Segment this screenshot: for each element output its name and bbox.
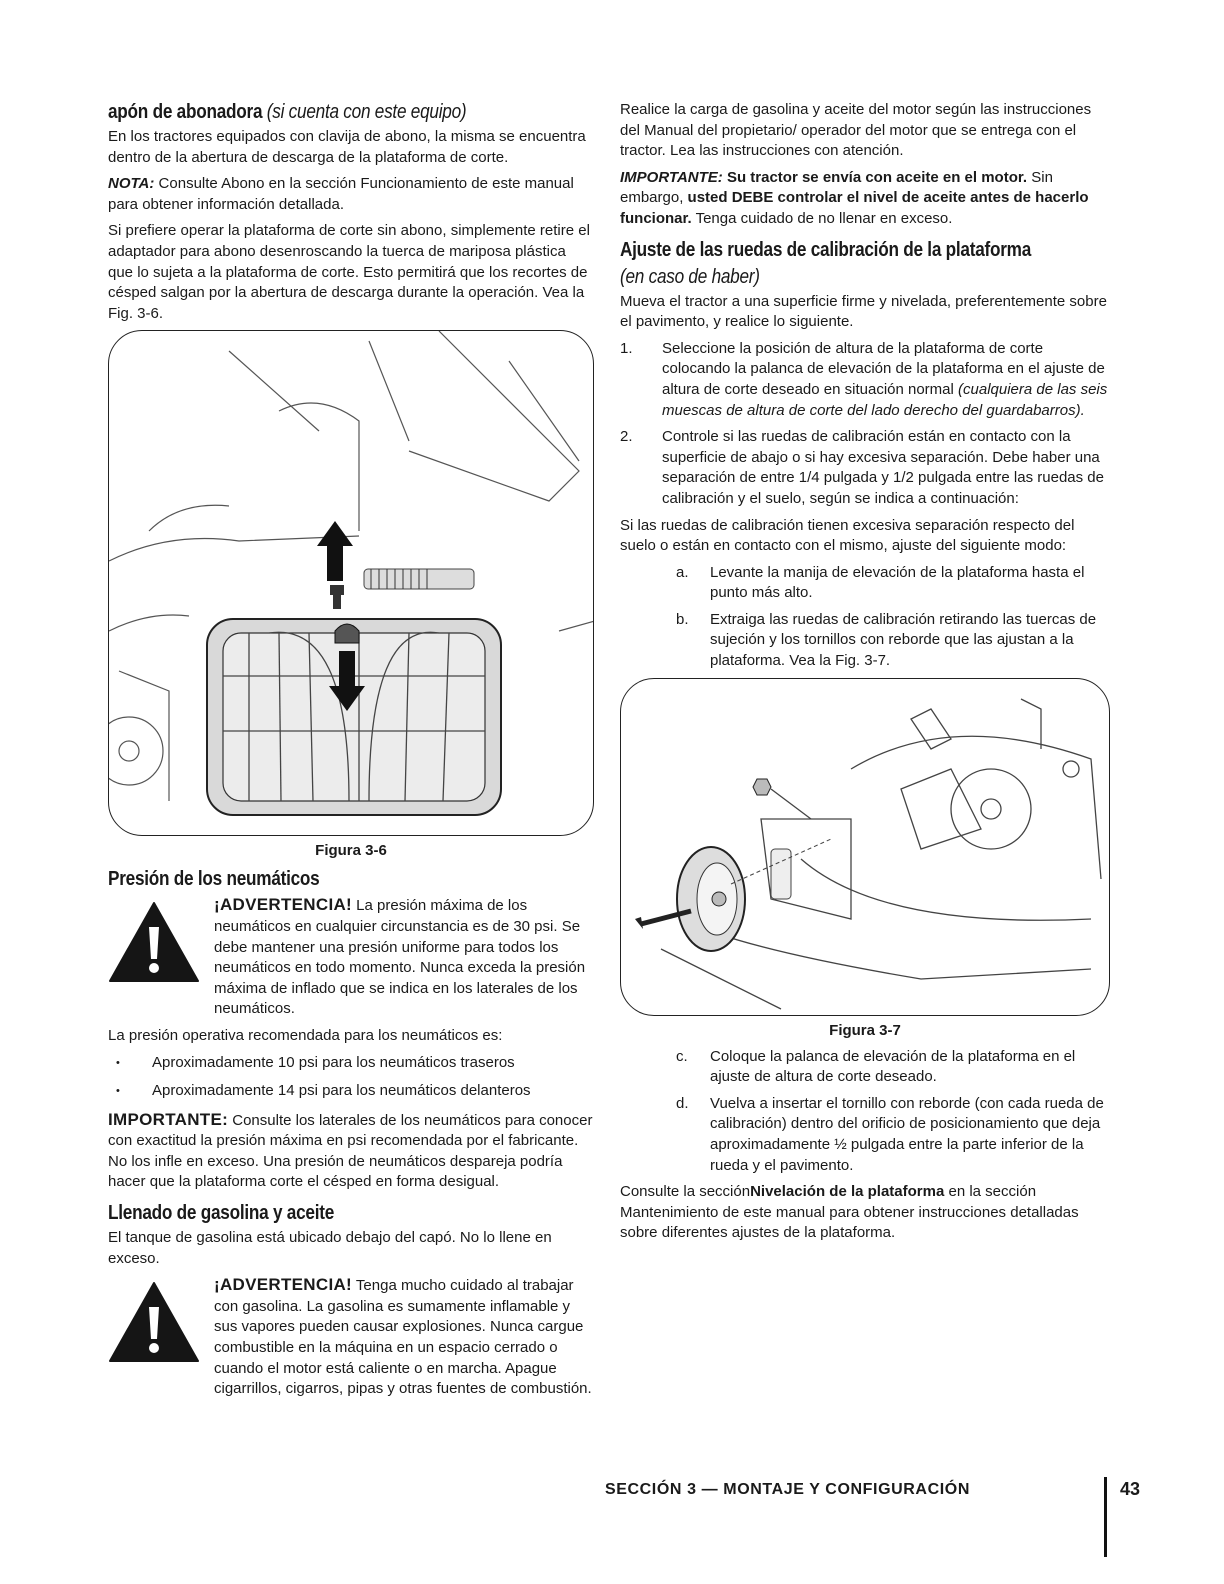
- warning-icon: [108, 901, 200, 983]
- warning-block: [108, 895, 594, 1020]
- page-number: 43: [1120, 1479, 1141, 1499]
- section-title-gauge-wheels: Ajuste de las ruedas de calibración de la plataforma: [620, 238, 1032, 261]
- page-footer: [604, 1477, 1141, 1557]
- important-paragraph: IMPORTANTE: Consulte los laterales de los neumáticos para conocer con exactitud la presión máxima en psi recomendada por el fabricante. No los infle en exceso. Una presión de neumáticos despareja podría hacer que la plataforma corte el césped en forma desigual.: [108, 1109, 593, 1191]
- warning-text: ¡ADVERTENCIA! Tenga mucho cuidado al trabajar con gasolina. La gasolina es sumamente inflamable y sus vapores pueden causar explosiones. Nunca cargue combustible en la máquina en un espacio cerrado o cuando el motor está caliente o en marcha. Apague cigarrillos, cigarros, pipas y otras fuentes de combustión.: [214, 1275, 592, 1398]
- section-title-fuel-oil: Llenado de gasolina y aceite: [108, 1202, 335, 1225]
- footer-divider: [1104, 1477, 1107, 1557]
- paragraph: Consulte la secciónNivelación de la plataforma en la sección Mantenimiento de este manual para obtener instrucciones detalladas sobre diferentes ajustes de la plataforma.: [620, 1183, 1079, 1242]
- figure-3-7: [620, 678, 1110, 1016]
- list-item: • Aproximadamente 14 psi para los neumáticos delanteros: [108, 1081, 594, 1102]
- paragraph: Realice la carga de gasolina y aceite del motor según las instrucciones del Manual del propietario/ operador del motor que se entrega con el tractor. Lea las instrucciones con atención.: [620, 101, 1092, 160]
- paragraph: El tanque de gasolina está ubicado debajo del capó. No lo llene en exceso.: [108, 1229, 552, 1267]
- section-label: SECCIÓN 3 — MONTAJE Y CONFIGURACIÓN: [604, 1481, 970, 1498]
- figure-3-6: [108, 330, 594, 836]
- warning-icon: [108, 1281, 200, 1363]
- left-column: [108, 100, 594, 1406]
- list-item: • Aproximadamente 10 psi para los neumáticos traseros: [108, 1053, 594, 1074]
- list-item: c. Coloque la palanca de elevación de la plataforma en el ajuste de altura de corte deseado.: [676, 1047, 1076, 1086]
- important-paragraph: IMPORTANTE: Su tractor se envía con aceite en el motor. Sin embargo, usted DEBE controlar el nivel de aceite antes de hacerlo funcionar. Tenga cuidado de no llenar en exceso.: [620, 168, 1089, 227]
- paragraph: Si las ruedas de calibración tienen excesiva separación respecto del suelo o están en contacto con el mismo, ajuste del siguiente modo:: [620, 516, 1075, 555]
- list-item: 2. Controle si las ruedas de calibración están en contacto con la superficie de abajo o si hay excesiva separación. Debe haber una separación de entre 1/4 pulgada y 1/2 pulgada entre las ruedas de calibración y el suelo, según se indica a continuación:: [620, 428, 1104, 507]
- section-title-tire-pressure: Presión de los neumáticos: [108, 868, 320, 891]
- warning-block: [108, 1275, 594, 1400]
- mulch-adapter-illustration: [109, 331, 594, 835]
- right-column: [620, 100, 1110, 1250]
- list-item: a. Levante la manija de elevación de la plataforma hasta el punto más alto.: [676, 563, 1085, 602]
- substeps-list: [676, 563, 1110, 672]
- paragraph: La presión operativa recomendada para los neumáticos es:: [108, 1026, 503, 1044]
- figure-caption: Figura 3-7: [829, 1021, 901, 1039]
- figure-caption: Figura 3-6: [315, 842, 387, 860]
- tire-pressure-list: [108, 1053, 594, 1102]
- warning-text: ¡ADVERTENCIA! La presión máxima de los neumáticos en cualquier circunstancia es de 30 psi. Se debe mantener una presión uniforme para todos los neumáticos en todo momento. Nunca exceda la presión máxima de inflado que se indica en los laterales de los neumáticos.: [214, 895, 586, 1018]
- note-paragraph: NOTA: Consulte Abono en la sección Funcionamiento de este manual para obtener información detallada.: [108, 175, 574, 213]
- steps-list: [620, 339, 1110, 510]
- paragraph: Mueva el tractor a una superficie firme y nivelada, preferentemente sobre el pavimento, y realice lo siguiente.: [620, 292, 1107, 331]
- list-item: 1. Seleccione la posición de altura de la plataforma de corte colocando la palanca de elevación de la plataforma en el ajuste de altura de corte deseado en situación normal (cualquiera de las seis muescas de altura de corte del lado derecho del guardabarros).: [620, 339, 1108, 419]
- gauge-wheel-illustration: [621, 679, 1110, 1015]
- list-item: d. Vuelva a insertar el tornillo con reborde (con cada rueda de calibración) dentro del orificio de posicionamiento que deja aproximadamente ½ pulgada entre la parte inferior de la rueda y el pavimento.: [676, 1094, 1104, 1174]
- paragraph: En los tractores equipados con clavija de abono, la misma se encuentra dentro de la abertura de descarga de la plataforma de corte.: [108, 128, 586, 166]
- paragraph: Si prefiere operar la plataforma de corte sin abono, simplemente retire el adaptador para abono desenroscando la tuerca de mariposa plástica que lo sujeta a la plataforma de corte. Esto permitirá que los recortes de césped salgan por la abertura de descarga durante la operación. Vea la Fig. 3-6.: [108, 222, 590, 322]
- list-item: b. Extraiga las ruedas de calibración retirando las tuercas de sujeción y los tornillos con reborde que las ajustan a la plataforma. Vea la Fig. 3-7.: [676, 610, 1097, 670]
- section-subtitle: (en caso de haber): [620, 265, 760, 288]
- section-title-mulch-plug: apón de abonadora (si cuenta con este equipo): [108, 101, 467, 123]
- substeps-list: [676, 1047, 1110, 1177]
